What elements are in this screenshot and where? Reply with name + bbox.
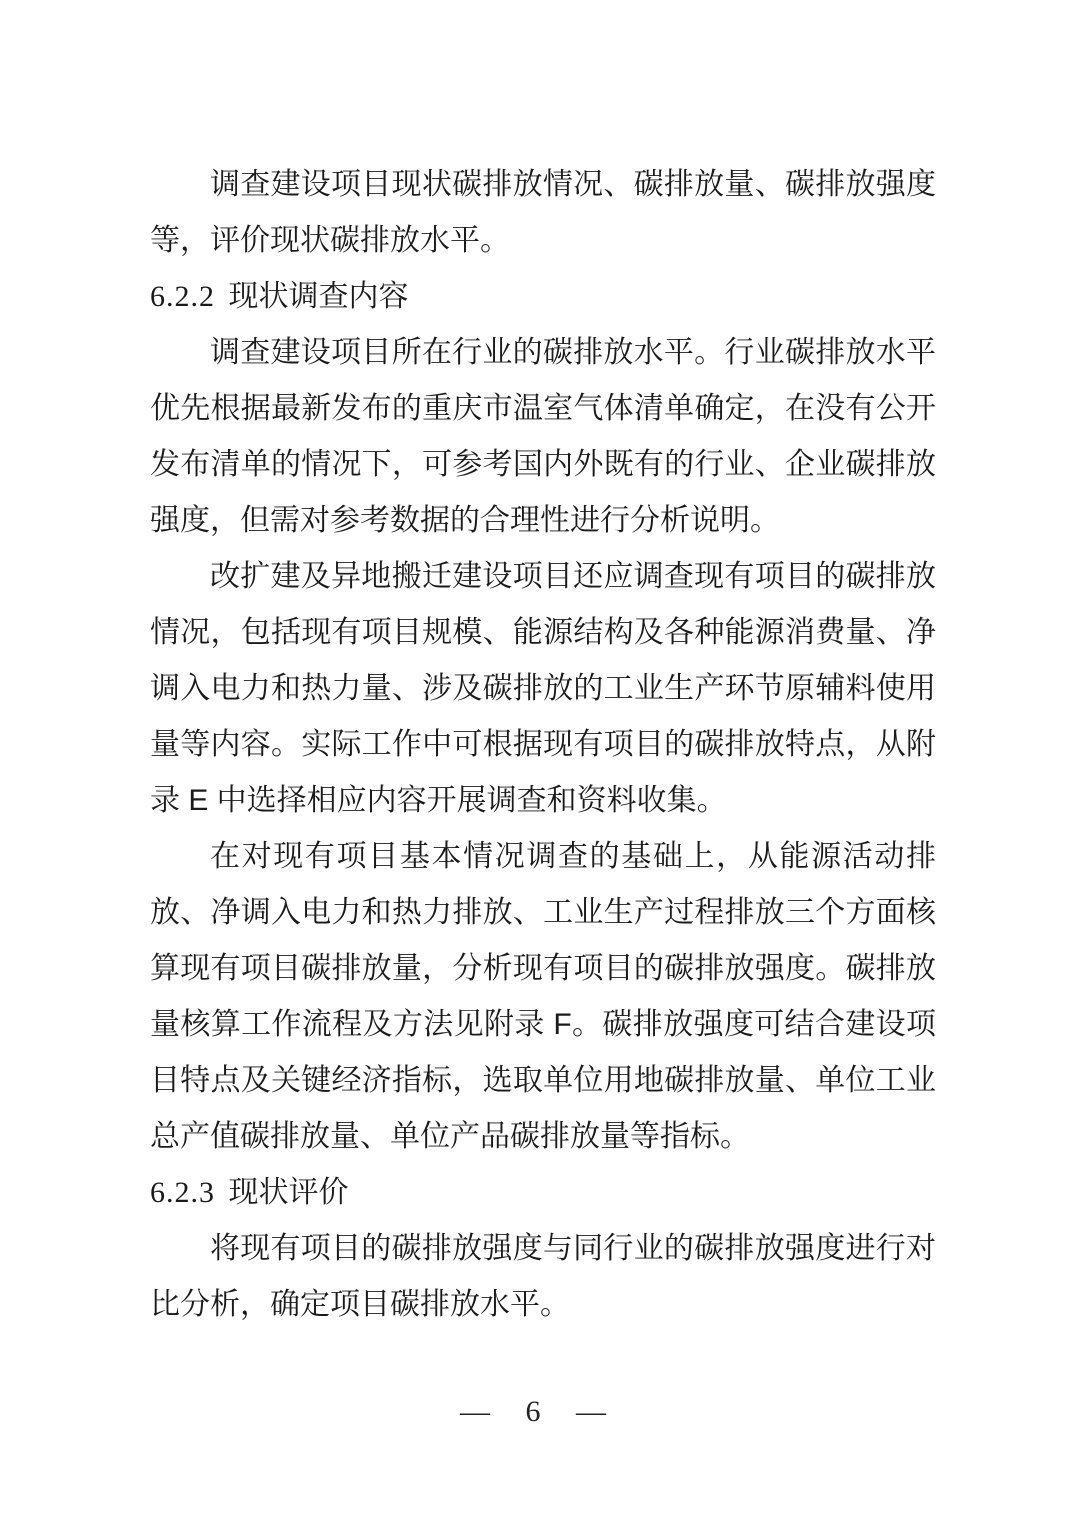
document-body (150, 157, 936, 1333)
page-number: — 6 — (460, 1395, 620, 1428)
section-heading-6-2-3 (150, 1165, 936, 1221)
section-title: 现状调查内容 (228, 280, 409, 313)
paragraph-current-status-survey-intro: 调查建设项目现状碳排放情况、碳排放量、碳排放强度等，评价现状碳排放水平。 (150, 168, 936, 257)
paragraph-industry-carbon-level: 调查建设项目所在行业的碳排放水平。行业碳排放水平优先根据最新发布的重庆市温室气体清单确定，在没有公开发布清单的情况下，可参考国内外既有的行业、企业碳排放强度，但需对参考数据的合理性进行分析说明。 (150, 336, 936, 537)
paragraph-reconstruction-projects: 改扩建及异地搬迁建设项目还应调查现有项目的碳排放情况，包括现有项目规模、能源结构及各种能源消费量、净调入电力和热力量、涉及碳排放的工业生产环节原辅料使用量等内容。实际工作中可根据现有项目的碳排放特点，从附录 E 中选择相应内容开展调查和资料收集。 (150, 560, 936, 817)
paragraph-accounting-method: 在对现有项目基本情况调查的基础上，从能源活动排放、净调入电力和热力排放、工业生产过程排放三个方面核算现有项目碳排放量，分析现有项目的碳排放强度。碳排放量核算工作流程及方法见附录 F。碳排放强度可结合建设项目特点及关键经济指标，选取单位用地碳排放量、单位工业总产值碳排放量、单位产品碳排放量等指标。 (150, 840, 936, 1153)
section-number: 6.2.2 (150, 280, 215, 313)
paragraph-status-evaluation: 将现有项目的碳排放强度与同行业的碳排放强度进行对比分析，确定项目碳排放水平。 (150, 1232, 936, 1321)
section-heading-6-2-2 (150, 269, 936, 325)
section-number: 6.2.3 (150, 1176, 215, 1209)
section-title: 现状评价 (228, 1176, 349, 1209)
